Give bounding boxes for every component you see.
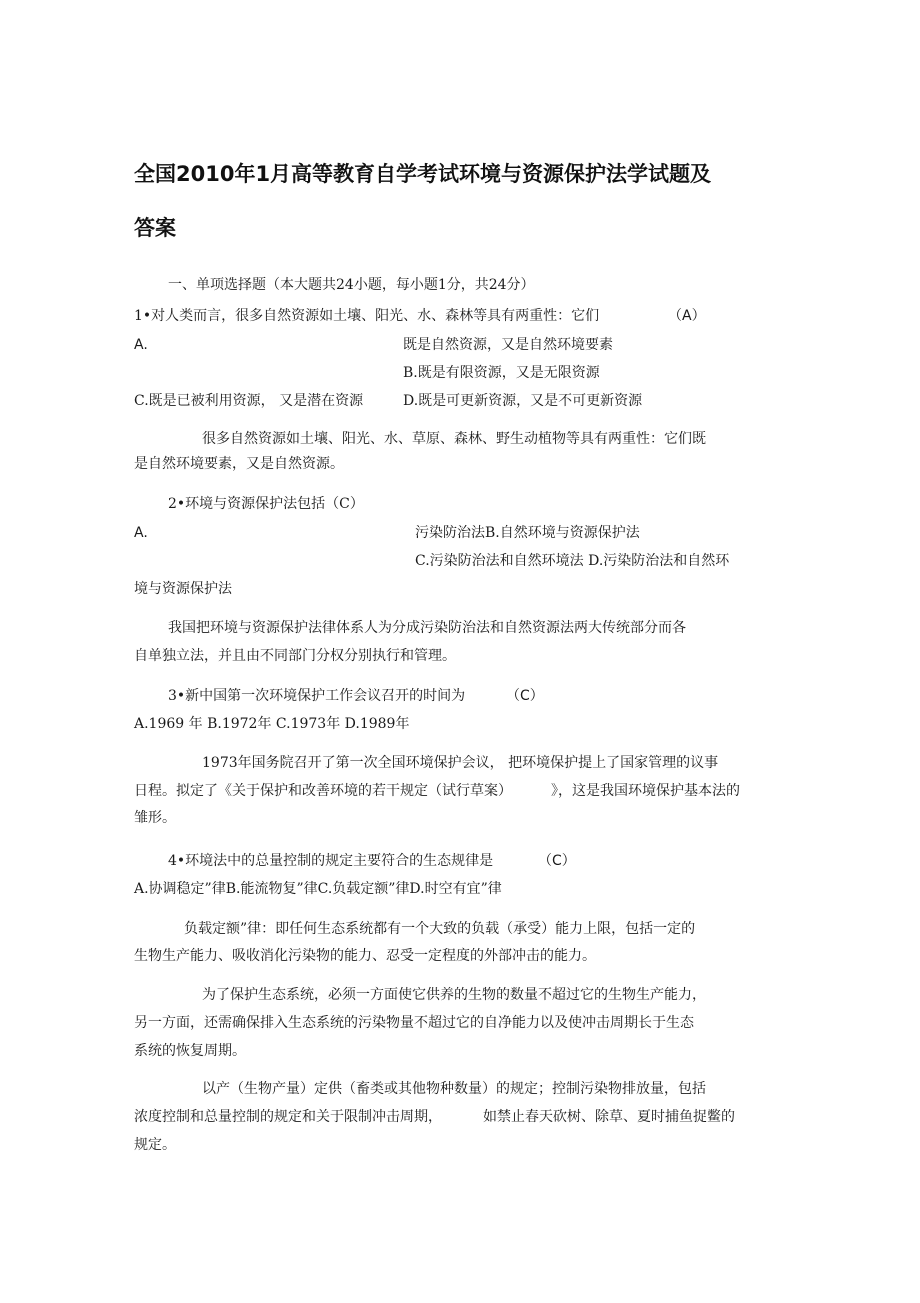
q4-options: A.协调稳定”律B.能流物复”律C.负载定额”律D.时空有宜”律 [134, 881, 502, 897]
q1-stem: 1•对人类而言，很多自然资源如土壤、阳光、水、森林等具有两重性：它们 [134, 308, 600, 324]
q1-option-a: 既是自然资源，又是自然环境要素 [403, 337, 613, 353]
q2-option-a-label: A. [134, 525, 148, 541]
q4-stem: 4•环境法中的总量控制的规定主要符合的生态规律是 [168, 853, 494, 869]
q1-option-c: C.既是已被利用资源， 又是潜在资源 [134, 393, 364, 409]
q3-options: A.1969 年 B.1972年 C.1973年 D.1989年 [134, 716, 410, 732]
q4-explanation1-line1: 负载定额”律：即任何生态系统都有一个大致的负载（承受）能力上限，包括一定的 [184, 921, 696, 937]
q1-explanation-line1: 很多自然资源如土壤、阳光、水、草原、森林、野生动植物等具有两重性：它们既 [202, 431, 706, 447]
q2-explanation-line1: 我国把环境与资源保护法律体系人为分成污染防治法和自然资源法两大传统部分而各 [168, 620, 686, 636]
q4-explanation2-line1: 为了保护生态系统，必须一方面使它供养的生物的数量不超过它的生物生产能力， [202, 987, 706, 1003]
q3-explanation-line2-cont: 》，这是我国环境保护基本法的 [551, 783, 740, 799]
q3-explanation-line2: 日程。拟定了《关于保护和改善环境的若干规定（试行草案） [134, 783, 512, 799]
q1-option-d: D.既是可更新资源，又是不可更新资源 [403, 393, 643, 409]
q2-options-cd: C.污染防治法和自然环境法 D.污染防治法和自然环 [415, 553, 730, 569]
q3-explanation-line3: 雏形。 [134, 810, 176, 826]
q3-stem: 3•新中国第一次环境保护工作会议召开的时间为 [168, 688, 466, 704]
q2-stem: 2•环境与资源保护法包括（C） [168, 496, 364, 512]
q4-explanation3-line1: 以产（生物产量）定供（畜类或其他物种数量）的规定；控制污染物排放量，包括 [202, 1081, 706, 1097]
section-heading: 一、单项选择题（本大题共24小题，每小题1分，共24分） [168, 277, 535, 293]
q4-explanation2-line2: 另一方面，还需确保排入生态系统的污染物量不超过它的自净能力以及使冲击周期长于生态 [134, 1015, 694, 1031]
document-title-line1: 全国2010年1月高等教育自学考试环境与资源保护法学试题及 [134, 162, 712, 186]
q3-answer: （C） [506, 688, 544, 704]
q2-explanation-line2: 自单独立法，并且由不同部门分权分别执行和管理。 [134, 648, 456, 664]
q1-option-a-label: A. [134, 337, 148, 353]
q1-explanation-line2: 是自然环境要素，又是自然资源。 [134, 456, 344, 472]
q4-explanation3-line2: 浓度控制和总量控制的规定和关于限制冲击周期， [134, 1109, 442, 1125]
q4-explanation1-line2: 生物生产能力、吸收消化污染物的能力、忍受一定程度的外部冲击的能力。 [134, 948, 596, 964]
q1-answer: （A） [668, 308, 706, 324]
q2-options-cd-cont: 境与资源保护法 [134, 581, 232, 597]
q3-explanation-line1: 1973年国务院召开了第一次全国环境保护会议， 把环境保护提上了国家管理的议事 [202, 755, 719, 771]
q4-answer: （C） [538, 853, 576, 869]
document-title-line2: 答案 [134, 216, 176, 240]
q1-option-b: B.既是有限资源，又是无限资源 [403, 365, 600, 381]
q2-options-ab: 污染防治法B.自然环境与资源保护法 [415, 525, 640, 541]
q4-explanation3-line2-cont: 如禁止春天砍树、除草、夏时捕鱼捉鳖的 [483, 1109, 735, 1125]
q4-explanation3-line3: 规定。 [134, 1137, 176, 1153]
q4-explanation2-line3: 系统的恢复周期。 [134, 1043, 246, 1059]
